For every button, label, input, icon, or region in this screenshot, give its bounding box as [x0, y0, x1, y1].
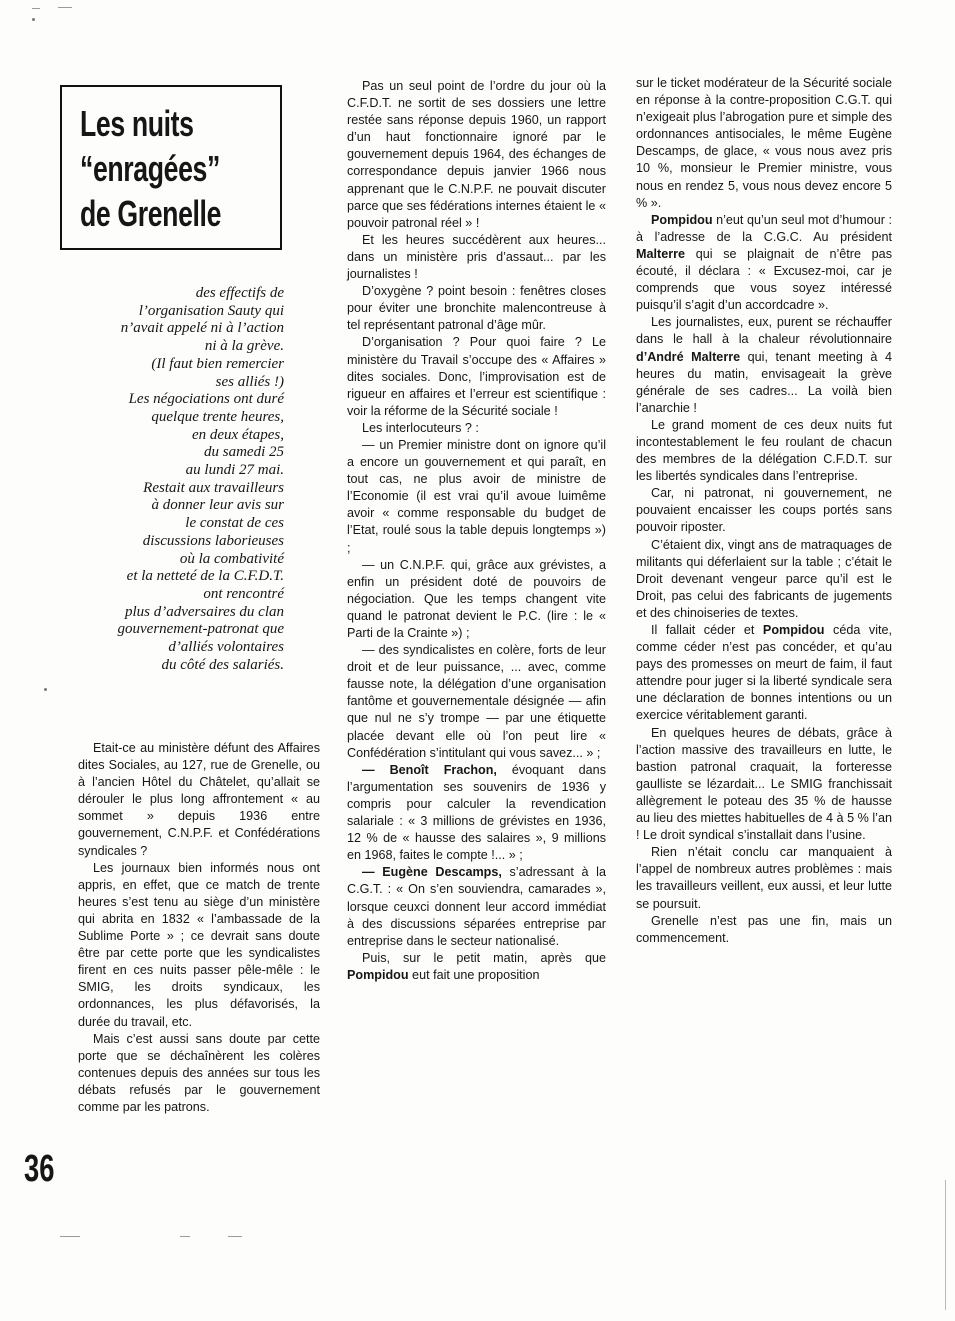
paragraph-text: Puis, sur le petit matin, après que [362, 950, 606, 965]
chapo-line: Restait aux travailleurs [143, 479, 284, 496]
scan-mark [58, 7, 72, 8]
title-line-1: Les nuits [80, 103, 194, 144]
title-line-3: de Grenelle [80, 193, 222, 234]
scan-mark [32, 8, 40, 9]
scan-mark [60, 1236, 80, 1237]
chapo-line: discussions laborieuses [142, 532, 284, 549]
chapo-line: (Il faut bien remercier [151, 355, 284, 372]
paragraph [347, 864, 606, 949]
paragraph [347, 762, 606, 865]
paragraph [636, 622, 892, 725]
paragraph-text: eut fait une proposition [408, 967, 540, 982]
article-column-3 [636, 75, 892, 947]
paragraph: C’étaient dix, vingt ans de matraquages de militants qui déferlaient sur la table ; c’était le Droit devenant vengeur parce qu’il est le Droit, pas celui des fabricants de jugements et des chinoiseries de textes. [636, 537, 892, 620]
chapo-line: quelque trente heures, [151, 408, 284, 425]
person-name: d’André Malterre [636, 349, 741, 364]
scan-dot [32, 18, 35, 21]
paragraph: Car, ni patronat, ni gouvernement, ne pouvaient encaisser les coups portés sans pouvoir riposter. [636, 486, 892, 535]
title-box [60, 85, 282, 250]
paragraph-text: qui se plaignait de n’être pas écouté, il déclara : « Excusez-moi, car je comprends que vous soyez intéressé puisqu’il s’agit d’un accordcadre ». [636, 246, 892, 313]
person-name: Pompidou [347, 967, 409, 982]
paragraph-text: n’eut qu’un seul mot d’humour : à l’adresse de la C.G.C. Au président [636, 212, 892, 244]
chapo-line: des effectifs de [195, 285, 284, 301]
chapo-line: où la combativité [179, 550, 284, 567]
paragraph: Grenelle n’est pas une fin, mais un commencement. [636, 913, 892, 945]
article-column-2 [347, 78, 606, 984]
paragraph: Et les heures succédèrent aux heures... dans un ministère pris d’assaut... par les journalistes ! [347, 232, 606, 282]
chapo-line: n’avait appelé ni à l’action [120, 320, 284, 337]
paragraph-text: céda vite, comme céder n’est pas concéder, et qu’au pays des promesses on meurt de faim, il faut attendre pour juger si la liberté syndicale sera une déclaration de bonnes intentions ou un exercice véritablement garanti. [636, 623, 892, 723]
paragraph [636, 314, 892, 417]
paragraph: D’oxygène ? point besoin : fenêtres closes pour éviter une bronchite malencontreuse à tel représentant patronal d’âge mûr. [347, 284, 606, 333]
chapo-line: d’alliés volontaires [168, 639, 284, 656]
paragraph-text: évoquant dans l’argumentation ses souvenirs de 1936 y compris pour calculer la revendication salariale : « 3 millions de grévistes en 1936, 12 % de « hausse des salaires », 9 millions en 1968, faites le compte !... » ; [347, 762, 606, 863]
person-name: Pompidou [762, 623, 825, 637]
paragraph: — un Premier ministre dont on ignore qu’il a encore un gouvernement et qui paraît, en tout cas, ne plus avoir de ministre de l’Economie (il est vrai qu’il avoue luimême avoir « comme responsable du budget de l’Etat, roulé sous la table depuis longtemps ») ; [347, 437, 606, 555]
paragraph: Le grand moment de ces deux nuits fut incontestablement le feu roulant de chacun des membres de la délégation C.F.D.T. sur les libertés syndicales dans l’entreprise. [636, 417, 892, 484]
paragraph [636, 212, 892, 315]
chapo-line: à donner leur avis sur [151, 497, 284, 514]
paragraph: — un C.N.P.F. qui, grâce aux grévistes, a enfin un président doté de pouvoirs de négociation. Que les temps changent vite quand le patronat devient le P.C. (lire : le « Parti de la Crainte ») ; [347, 557, 606, 640]
paragraph: Mais c’est aussi sans doute par cette porte que se déchaînèrent les colères contenues depuis des années sur tous les débats refusés par le gouvernement comme par les patrons. [78, 1031, 320, 1114]
scan-edge [945, 1180, 946, 1310]
paragraph-text: Les journalistes, eux, purent se réchauffer dans le hall à la chaleur révolutionnaire [636, 315, 892, 347]
person-name: — Benoît Frachon, [362, 762, 497, 777]
person-name: Malterre [636, 246, 685, 261]
page-number: 36 [24, 1148, 55, 1190]
chapo-line: ses alliés !) [215, 373, 284, 390]
paragraph: Etait-ce au ministère défunt des Affaires dites Sociales, au 127, rue de Grenelle, ou à l’ancien Hôtel du Châtelet, qu’allait se dérouler le plus long affrontement « au sommet » depuis 1936 entre gouvernement, C.N.P.F. et Confédérations syndicales ? [78, 741, 320, 858]
chapo-line: plus d’adversaires du clan [124, 603, 284, 620]
paragraph [347, 950, 606, 984]
paragraph-text: s’adressant à la C.G.T. : « On s’en souviendra, camarades », lorsque ceuxci donnent leur accord immédiat à des discussions séparées entreprise par entreprise dans le secteur nationalisé. [347, 865, 606, 948]
paragraph: Les interlocuteurs ? : [362, 420, 479, 435]
scan-mark [180, 1236, 190, 1237]
person-name: Pompidou [651, 212, 713, 227]
chapo-line: gouvernement-patronat que [117, 621, 284, 638]
paragraph: sur le ticket modérateur de la Sécurité sociale en réponse à la contre-proposition C.G.T. qui n’exigeait plus l’abrogation pure et simple des ordonnances antisociales, le même Eugène Descamps, de glace, « vous nous avez pris 10 %, monsieur le Premier ministre, vous nous en rendez 5, vous nous devez encore 5 % ». [636, 76, 892, 210]
person-name: — Eugène Descamps, [362, 865, 502, 880]
chapo-line: le constat de ces [185, 515, 284, 532]
chapo-line: ni à la grève. [204, 338, 284, 355]
paragraph: — des syndicalistes en colère, forts de leur droit et de leur puissance, ... avec, comme fausse note, la délégation d’une organisation fantôme et gouvernementale désignée — afin que nul ne s’y trompe — par une étiquette placée devant elle où l’on peut lire « Confédération s’intitulant qui vous savez... » ; [347, 643, 606, 760]
scan-mark [228, 1236, 242, 1237]
chapo-line: Les négociations ont duré [128, 391, 284, 408]
chapo-line: l’organisation Sauty qui [138, 302, 284, 319]
scan-dot [44, 688, 47, 691]
paragraph: Les journaux bien informés nous ont appris, en effet, que ce match de trente heures s’est tenu au siège d’un ministère qui abrita en 1832 « l’ambassade de la Sublime Porte » ; ce devrait sans doute être par cette porte que les syndicalistes firent en ces nuits passer pêle-mêle : le SMIG, les droits syndicaux, les ordonnances, les plus défavorisés, la durée du travail, etc. [78, 860, 320, 1029]
paragraph: En quelques heures de débats, grâce à l’action massive des travailleurs en lutte, le bastion patronal craquait, la forteresse gaulliste se lézardait... Le SMIG franchissait allègrement le poteau des 35 % de hausse au lieu des miettes habituelles de 4 à 5 % l’an ! Le droit syndical s’installait dans l’usine. [636, 725, 892, 843]
paragraph: Rien n’était conclu car manquaient à l’appel de nombreux autres problèmes : mais les travailleurs veillent, eux aussi, et leur lutte se poursuit. [636, 845, 892, 911]
chapo [60, 285, 284, 674]
paragraph-text: qui, tenant meeting à 4 heures du matin, envisageait la grève générale de ses cadres... La voilà bien l’anarchie ! [636, 349, 892, 415]
paragraph: Pas un seul point de l’ordre du jour où la C.F.D.T. ne sortit de ses dossiers une lettre restée sans réponse depuis 1960, un rapport d’un haut fonctionnaire ignoré par le gouvernement depuis 1964, des échanges de correspondance depuis janvier 1966 nous apprenant que le C.N.P.F. ne pouvait discuter parce que ses fédérations internes étaient le « pouvoir patronal réel » ! [347, 79, 606, 230]
title-line-2: “enragées” [80, 148, 220, 189]
chapo-line: en deux étapes, [191, 426, 284, 443]
chapo-line: du samedi 25 [204, 444, 284, 461]
paragraph-text: Il fallait céder et [651, 623, 763, 637]
paragraph: D’organisation ? Pour quoi faire ? Le ministère du Travail s’occupe des « Affaires » dites sociales. Donc, l’improvisation est de rigueur en affaires et l’erreur est scientifique : voir la réforme de la Sécurité sociale ! [347, 335, 606, 418]
article-column-1 [78, 740, 320, 1116]
chapo-line: du côté des salariés. [161, 656, 284, 673]
chapo-line: et la netteté de la C.F.D.T. [126, 568, 284, 585]
chapo-line: ont rencontré [203, 585, 284, 602]
chapo-line: au lundi 27 mai. [185, 462, 284, 479]
